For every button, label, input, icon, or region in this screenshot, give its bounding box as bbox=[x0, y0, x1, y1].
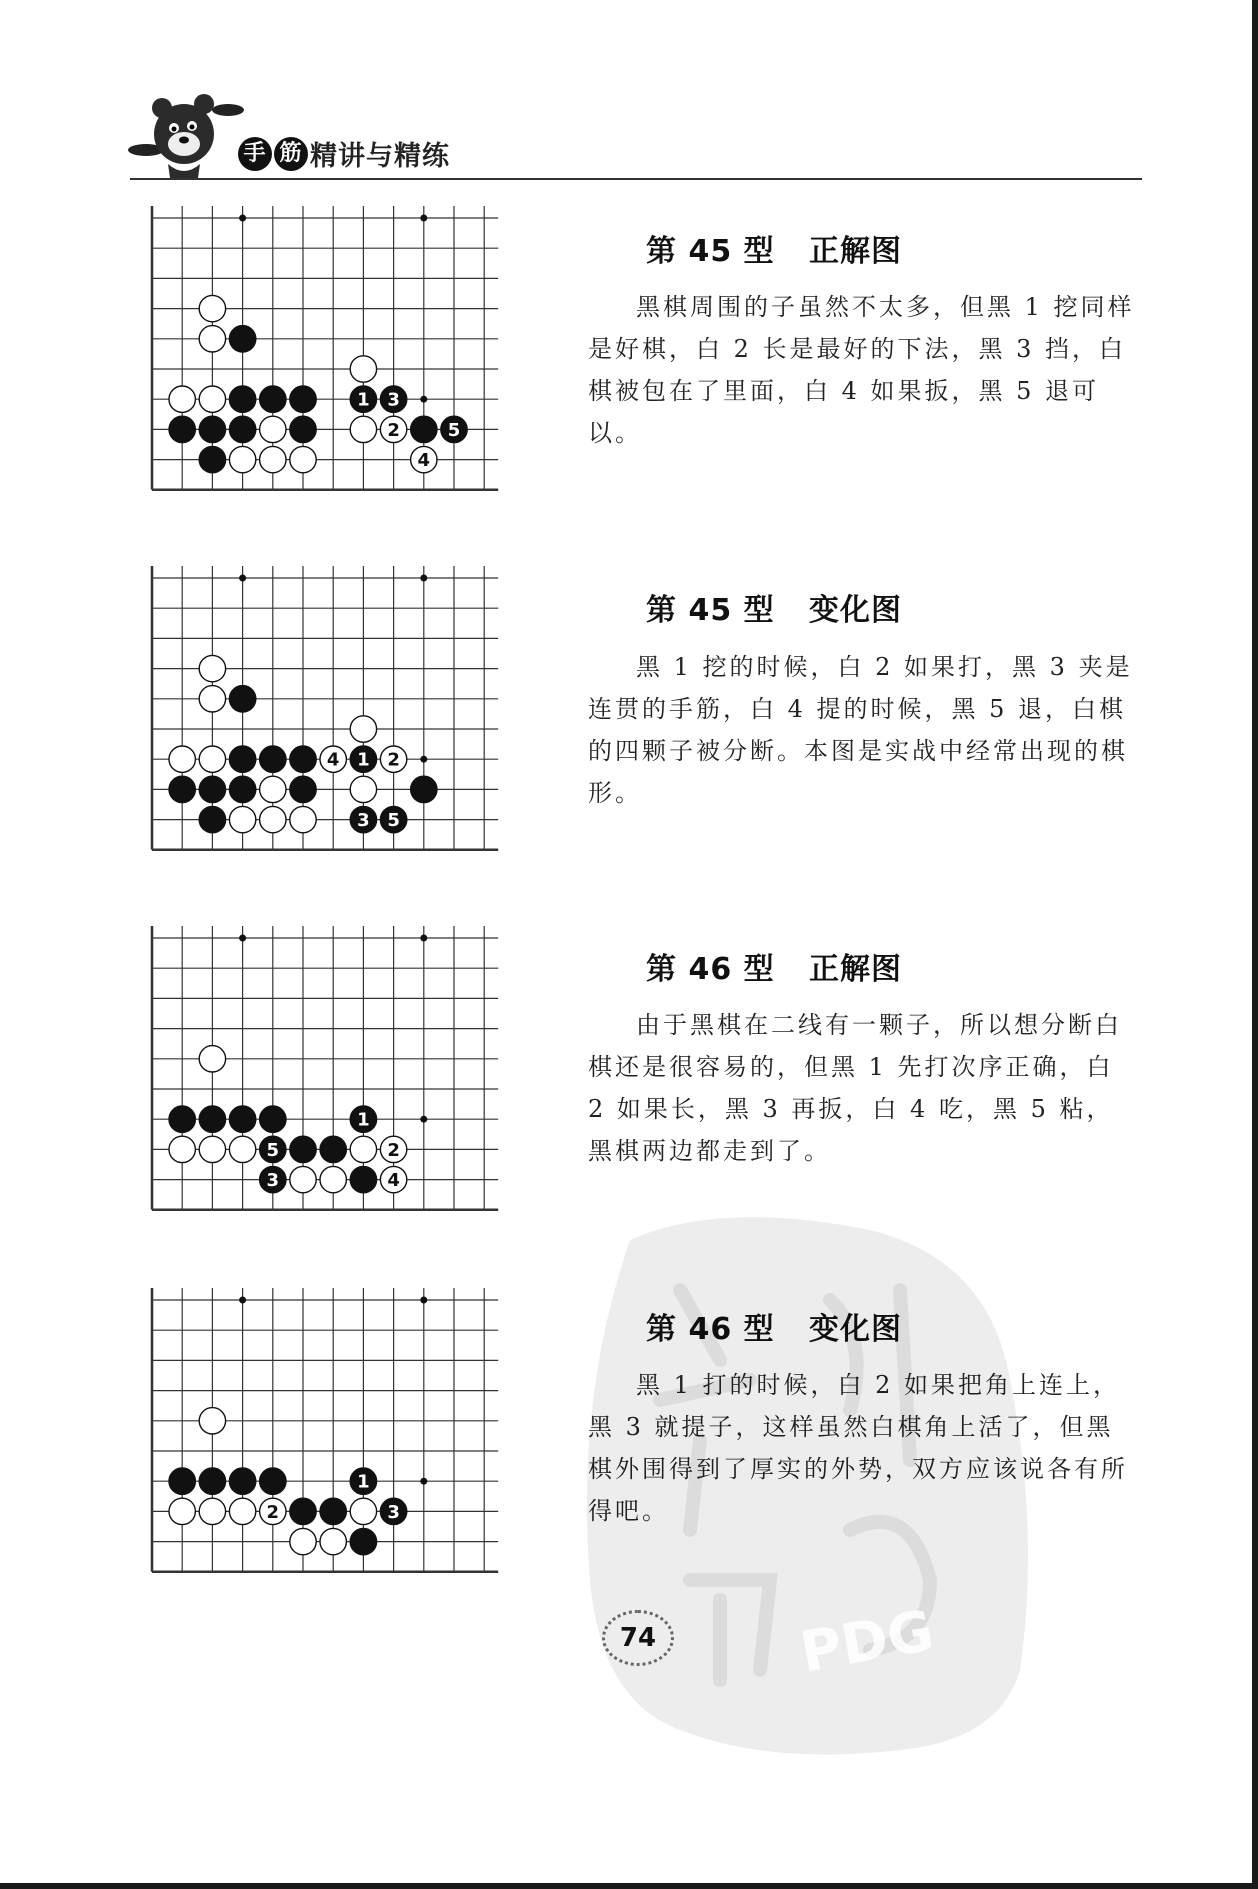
move-number: 1 bbox=[357, 1471, 370, 1493]
star-point bbox=[239, 1297, 246, 1304]
white-stone bbox=[199, 386, 225, 412]
black-stone bbox=[260, 386, 286, 412]
move-number: 1 bbox=[357, 749, 370, 771]
white-stone bbox=[260, 446, 286, 472]
go-diagram-1 bbox=[146, 206, 466, 506]
title-circle-char: 手 bbox=[238, 137, 272, 171]
white-stone bbox=[320, 1166, 346, 1192]
title-text: 精讲与精练 bbox=[310, 141, 450, 172]
black-stone bbox=[229, 1468, 255, 1494]
white-stone bbox=[199, 1408, 225, 1434]
white-stone bbox=[260, 776, 286, 802]
white-stone bbox=[350, 1498, 376, 1524]
move-number: 3 bbox=[266, 1170, 280, 1192]
black-stone bbox=[411, 416, 437, 442]
black-stone bbox=[320, 1498, 346, 1524]
star-point bbox=[420, 1116, 427, 1123]
black-stone bbox=[290, 776, 316, 802]
section-title: 第 46 型 正解图 bbox=[646, 952, 902, 987]
white-stone bbox=[199, 746, 225, 772]
go-diagram-3 bbox=[146, 926, 466, 1226]
white-stone bbox=[290, 1528, 316, 1554]
white-stone bbox=[320, 746, 346, 772]
white-stone bbox=[260, 1498, 286, 1524]
black-stone bbox=[169, 1106, 195, 1132]
black-stone bbox=[411, 776, 437, 802]
move-number: 2 bbox=[387, 749, 400, 771]
watermark-text: PDG bbox=[795, 1598, 939, 1686]
move-number: 4 bbox=[387, 1170, 400, 1192]
black-stone bbox=[199, 1468, 225, 1494]
black-stone bbox=[441, 416, 467, 442]
white-stone bbox=[290, 806, 316, 832]
black-stone bbox=[260, 1166, 286, 1192]
black-stone bbox=[260, 746, 286, 772]
white-stone bbox=[411, 446, 437, 472]
page-number: 74 bbox=[602, 1610, 674, 1666]
black-stone bbox=[260, 1468, 286, 1494]
star-point bbox=[420, 396, 427, 403]
header-divider bbox=[130, 178, 1142, 180]
white-stone bbox=[169, 1498, 195, 1524]
black-stone bbox=[199, 416, 225, 442]
black-stone bbox=[199, 446, 225, 472]
white-stone bbox=[380, 1136, 406, 1162]
star-point bbox=[239, 575, 246, 582]
move-number: 5 bbox=[447, 419, 461, 441]
white-stone bbox=[199, 1136, 225, 1162]
black-stone bbox=[290, 386, 316, 412]
white-stone bbox=[260, 806, 286, 832]
white-stone bbox=[199, 655, 225, 681]
white-stone bbox=[290, 446, 316, 472]
white-stone bbox=[350, 1136, 376, 1162]
white-stone bbox=[229, 806, 255, 832]
move-number: 4 bbox=[326, 749, 340, 771]
move-number: 4 bbox=[417, 450, 431, 472]
white-stone bbox=[260, 416, 286, 442]
move-number: 3 bbox=[387, 389, 400, 411]
move-number: 2 bbox=[387, 419, 400, 441]
black-stone bbox=[290, 1136, 316, 1162]
mascot-logo-icon bbox=[128, 88, 248, 178]
move-number: 2 bbox=[387, 1139, 400, 1161]
black-stone bbox=[350, 746, 376, 772]
star-point bbox=[420, 935, 427, 942]
black-stone bbox=[229, 746, 255, 772]
star-point bbox=[420, 756, 427, 763]
white-stone bbox=[350, 356, 376, 382]
section-body: 黑棋周围的子虽然不太多，但黑 1 挖同样是好棋，白 2 长是最好的下法，黑 3 挡，白棋被包在了里面，白 4 如果扳，黑 5 退可以。 bbox=[588, 293, 1135, 447]
star-point bbox=[420, 1478, 427, 1485]
white-stone bbox=[229, 446, 255, 472]
star-point bbox=[420, 575, 427, 582]
black-stone bbox=[229, 386, 255, 412]
black-stone bbox=[229, 416, 255, 442]
white-stone bbox=[169, 746, 195, 772]
section-title: 第 46 型 变化图 bbox=[646, 1312, 902, 1347]
white-stone bbox=[199, 1498, 225, 1524]
section-title: 第 45 型 变化图 bbox=[646, 593, 902, 628]
black-stone bbox=[350, 386, 376, 412]
white-stone bbox=[380, 746, 406, 772]
black-stone bbox=[380, 386, 406, 412]
section-title: 第 45 型 正解图 bbox=[646, 234, 902, 269]
white-stone bbox=[199, 686, 225, 712]
section-body: 黑 1 打的时候，白 2 如果把角上连上，黑 3 就提子，这样虽然白棋角上活了，但黑棋外围得到了厚实的外势，双方应该说各有所得吧。 bbox=[588, 1371, 1128, 1525]
black-stone bbox=[229, 326, 255, 352]
black-stone bbox=[290, 1498, 316, 1524]
star-point bbox=[239, 215, 246, 222]
white-stone bbox=[229, 1136, 255, 1162]
move-number: 1 bbox=[357, 389, 370, 411]
black-stone bbox=[229, 1106, 255, 1132]
black-stone bbox=[229, 686, 255, 712]
black-stone bbox=[350, 1468, 376, 1494]
go-diagram-4 bbox=[146, 1288, 466, 1588]
black-stone bbox=[199, 806, 225, 832]
star-point bbox=[420, 215, 427, 222]
black-stone bbox=[229, 776, 255, 802]
black-stone bbox=[320, 1136, 346, 1162]
title-circle-char: 筋 bbox=[274, 137, 308, 171]
white-stone bbox=[380, 416, 406, 442]
black-stone bbox=[290, 416, 316, 442]
black-stone bbox=[199, 1106, 225, 1132]
white-stone bbox=[380, 1166, 406, 1192]
black-stone bbox=[199, 776, 225, 802]
move-number: 1 bbox=[357, 1109, 370, 1131]
black-stone bbox=[290, 746, 316, 772]
star-point bbox=[420, 1297, 427, 1304]
white-stone bbox=[199, 326, 225, 352]
watermark-seal bbox=[570, 1200, 1050, 1760]
book-title bbox=[238, 134, 450, 173]
white-stone bbox=[229, 1498, 255, 1524]
white-stone bbox=[350, 416, 376, 442]
black-stone bbox=[169, 1468, 195, 1494]
black-stone bbox=[350, 1166, 376, 1192]
black-stone bbox=[169, 416, 195, 442]
move-number: 2 bbox=[266, 1501, 280, 1523]
black-stone bbox=[169, 776, 195, 802]
white-stone bbox=[199, 1046, 225, 1072]
white-stone bbox=[350, 776, 376, 802]
move-number: 5 bbox=[266, 1139, 280, 1161]
star-point bbox=[239, 935, 246, 942]
move-number: 3 bbox=[357, 810, 370, 832]
section-body: 由于黑棋在二线有一颗子，所以想分断白棋还是很容易的，但黑 1 先打次序正确，白 2 如果长，黑 3 再扳，白 4 吃，黑 5 粘，黑棋两边都走到了。 bbox=[588, 1011, 1122, 1165]
white-stone bbox=[350, 716, 376, 742]
black-stone bbox=[380, 1498, 406, 1524]
white-stone bbox=[169, 1136, 195, 1162]
black-stone bbox=[260, 1106, 286, 1132]
white-stone bbox=[169, 386, 195, 412]
white-stone bbox=[290, 1166, 316, 1192]
white-stone bbox=[199, 295, 225, 321]
go-diagram-2 bbox=[146, 566, 466, 866]
black-stone bbox=[260, 1136, 286, 1162]
move-number: 5 bbox=[387, 810, 400, 832]
section-body: 黑 1 挖的时候，白 2 如果打，黑 3 夹是连贯的手筋，白 4 提的时候，黑 5 退，白棋的四颗子被分断。本图是实战中经常出现的棋形。 bbox=[588, 653, 1133, 807]
black-stone bbox=[380, 806, 406, 832]
black-stone bbox=[350, 1528, 376, 1554]
move-number: 3 bbox=[387, 1501, 400, 1523]
white-stone bbox=[320, 1528, 346, 1554]
black-stone bbox=[350, 1106, 376, 1132]
black-stone bbox=[350, 806, 376, 832]
